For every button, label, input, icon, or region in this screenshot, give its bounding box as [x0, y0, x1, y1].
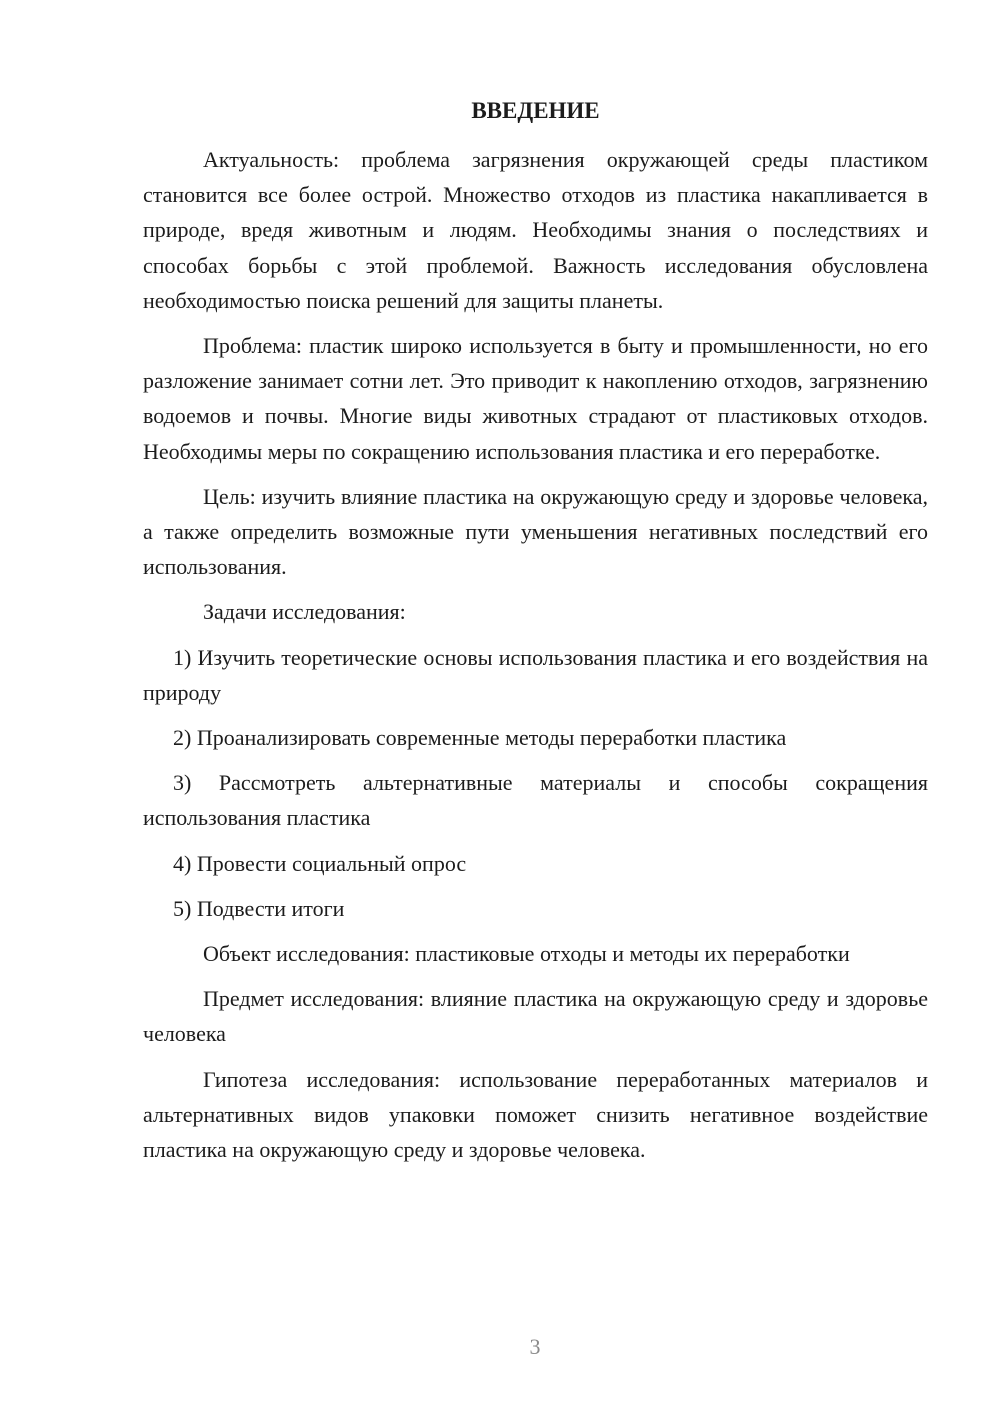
page-number: 3: [529, 1334, 541, 1359]
paragraph-object: Объект исследования: пластиковые отходы и методы их переработки: [203, 941, 850, 967]
task-list-item: 2) Проанализировать современные методы переработки пластика: [173, 725, 787, 751]
paragraph-tasks-heading: Задачи исследования:: [203, 599, 406, 625]
page-title: ВВЕДЕНИЕ: [471, 98, 600, 123]
task-list-item: 1) Изучить теоретические основы использования пластика и его воздействия на природу: [143, 644, 928, 705]
document-body: [143, 142, 928, 1177]
paragraph-relevance: Актуальность: проблема загрязнения окружающей среды пластиком становится все более острой. Множество отходов из пластика накапливается в природе, вредя животным и людям. Необходимы знания о последствиях и способах борьбы с этой проблемой. Важность исследования обусловлена необходимостью поиска решений для защиты планеты.: [143, 147, 928, 313]
task-list-item: 3) Рассмотреть альтернативные материалы и способы сокращения использования пластика: [143, 770, 928, 831]
paragraph-problem: Проблема: пластик широко используется в быту и промышленности, но его разложение занимает сотни лет. Это приводит к накоплению отходов, загрязнению водоемов и почвы. Многие виды животных страдают от пластиковых отходов. Необходимы меры по сокращению использования пластика и его переработке.: [143, 333, 928, 464]
paragraph-goal: Цель: изучить влияние пластика на окружающую среду и здоровье человека, а также определить возможные пути уменьшения негативных последствий его использования.: [143, 483, 928, 580]
task-list-item: 5) Подвести итоги: [173, 895, 345, 921]
paragraph-hypothesis: Гипотеза исследования: использование переработанных материалов и альтернативных видов упаковки поможет снизить негативное воздействие пластика на окружающую среду и здоровье человека.: [143, 1066, 928, 1163]
task-list-item: 4) Провести социальный опрос: [173, 850, 467, 876]
paragraph-subject: Предмет исследования: влияние пластика на окружающую среду и здоровье человека: [143, 986, 928, 1047]
